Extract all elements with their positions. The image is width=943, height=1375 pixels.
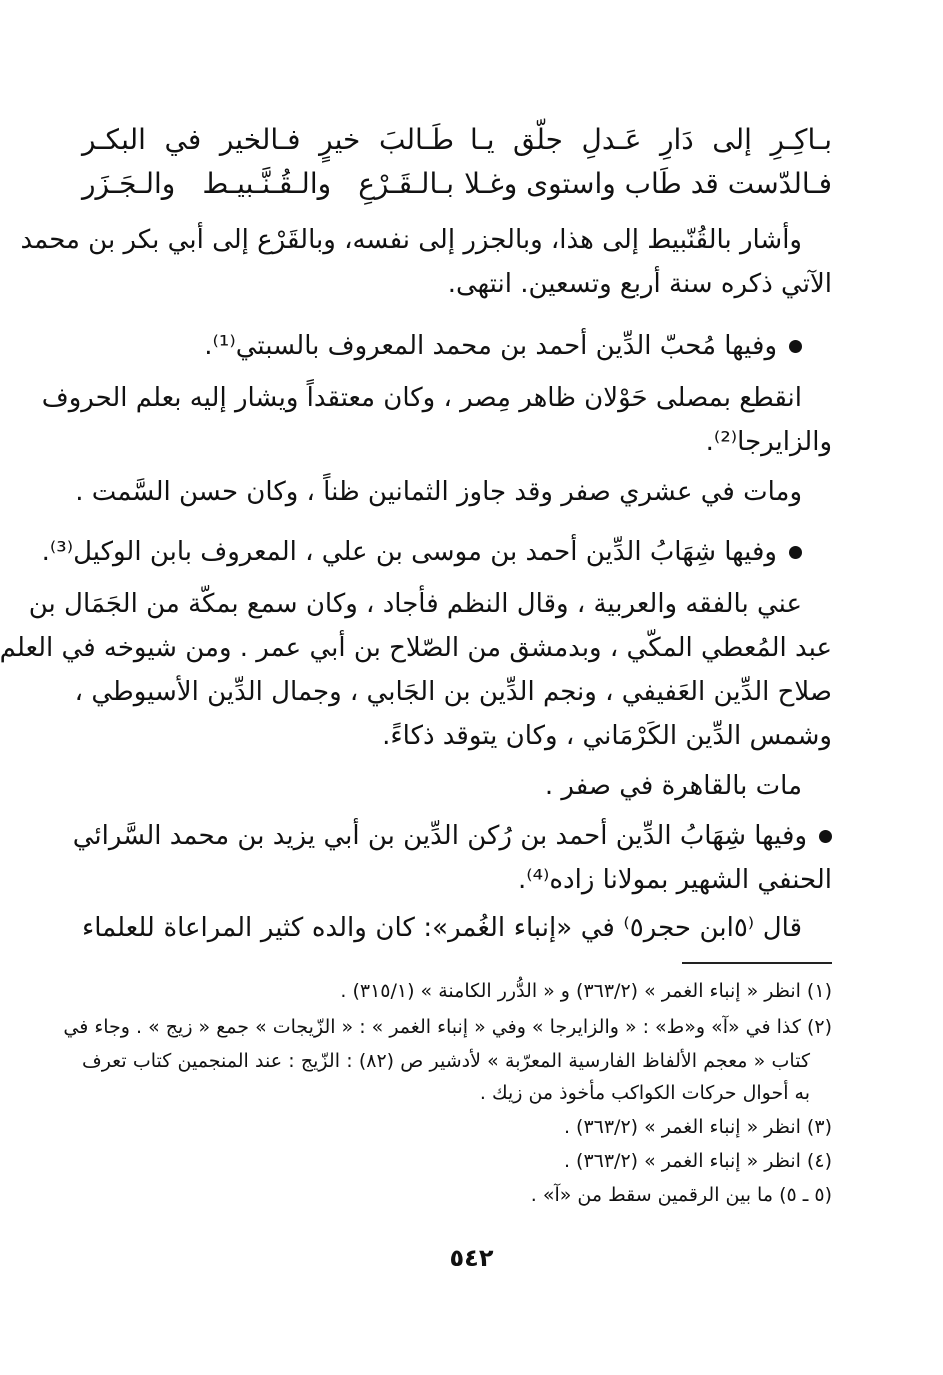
verse-line-2-left: بـالـقَـرْعِ والـقُـنَّـبيـط والـجَـزَر xyxy=(82,167,454,200)
body-line: قال ⁽٥ابن حجر٥⁾ في «إنباء الغُمر»: كان والده كثير المراعاة للعلماء xyxy=(82,913,803,943)
body-line: عني بالفقه والعربية ، وقال النظم فأجاد ، وكان سمع بمكّة من الجَمَال بن xyxy=(28,589,802,619)
body-line: والزايرجا⁽²⁾. xyxy=(705,427,832,457)
body-line: صلاح الدِّين العَفيفي ، ونجم الدِّين بن الجَابي ، وجمال الدِّين الأسيوطي ، xyxy=(74,677,832,707)
body-line: الآتي ذكره سنة أربع وتسعين. انتهى. xyxy=(447,269,832,299)
entry-heading-ibn-al-wakil xyxy=(41,532,802,572)
footnote-rule xyxy=(682,962,832,964)
body-line: انقطع بمصلى حَوْلان ظاهر مِصر ، وكان معتقداً ويشار إليه بعلم الحروف xyxy=(41,383,802,413)
entry-heading-mawlana-zadah xyxy=(72,816,832,856)
bullet-icon xyxy=(789,546,802,559)
footnote-2-end: به أحوال حركات الكواكب مأخوذ من زيك . xyxy=(479,1082,810,1104)
body-line: وشمس الدِّين الكَرْمَاني ، وكان يتوقد ذكاءً. xyxy=(382,721,832,751)
body-line: عبد المُعطي المكّي ، وبدمشق من الصّلاح بن أبي عمر . ومن شيوخه في العلم xyxy=(0,633,832,663)
entry-heading-text: وفيها شِهَابُ الدِّين أحمد بن رُكن الدِّين بن أبي يزيد بن محمد السَّرائي xyxy=(72,821,807,851)
bullet-icon xyxy=(819,830,832,843)
footnote-4: (٤) انظر « إنباء الغمر » (٣٦٣/٢) . xyxy=(563,1150,832,1172)
footnote-5: (٥ ـ ٥) ما بين الرقمين سقط من «آ» . xyxy=(530,1184,832,1206)
entry-heading-text: وفيها مُحبّ الدِّين أحمد بن محمد المعروف بالسبتي⁽¹⁾. xyxy=(204,331,777,361)
footnote-1: (١) انظر « إنباء الغمر » (٣٦٣/٢) و « الدُّرر الكامنة » (٣١٥/١) . xyxy=(340,980,832,1002)
verse-line-1-left: طَـالبَ خيرٍ فـالخير في البكـر xyxy=(82,123,454,156)
body-line: الحنفي الشهير بمولانا زاده⁽⁴⁾. xyxy=(517,865,832,895)
body-line: مات بالقاهرة في صفر . xyxy=(544,771,802,801)
footnote-2: (٢) كذا في «آ» و«ط» : « والزايرجا » وفي « إنباء الغمر » : « الزّيجات » جمع « زيج » . وجاء في xyxy=(63,1016,832,1038)
bullet-icon xyxy=(789,340,802,353)
verse-line-2-right: فـالدّست قد طَاب واستوى وغـلا xyxy=(464,167,832,200)
footnote-2-cont: كتاب « معجم الألفاظ الفارسية المعرّبة » لأدشير ص (٨٢) : الزّيج : عند المنجمين كتاب تعرف xyxy=(82,1050,810,1072)
entry-heading-text: وفيها شِهَابُ الدِّين أحمد بن موسى بن علي ، المعروف بابن الوكيل⁽³⁾. xyxy=(41,537,777,567)
body-line: وأشار بالقُنّبيط إلى هذا، وبالجزر إلى نفسه، وبالقَرْع إلى أبي بكر بن محمد xyxy=(20,225,802,255)
entry-heading-sabti xyxy=(82,326,802,366)
body-line: ومات في عشري صفر وقد جاوز الثمانين ظناً ، وكان حسن السَّمت . xyxy=(75,477,802,507)
verse-line-1-right: بـاكِـرِ إلى دَارِ عَـدلِ جلّق يـا xyxy=(470,123,832,156)
page-number: ٥٤٢ xyxy=(449,1244,494,1272)
footnote-3: (٣) انظر « إنباء الغمر » (٣٦٣/٢) . xyxy=(563,1116,832,1138)
